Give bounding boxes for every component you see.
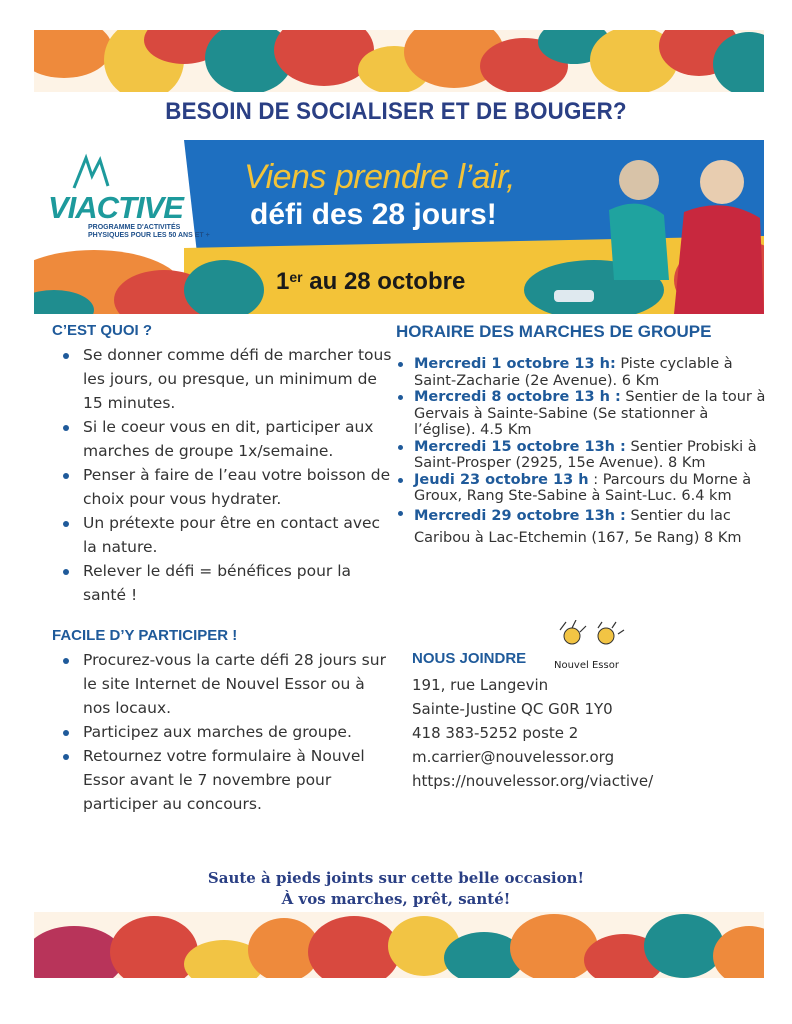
dates-sup: er: [289, 269, 303, 285]
horaire-heading: HORAIRE DES MARCHES DE GROUPE: [396, 322, 712, 341]
nouvel-essor-logo-text: Nouvel Essor: [554, 660, 619, 671]
schedule-place: Sentier de la tour à Gervais à Sainte-Sabine (Se stationner à l’église). 4.5 Km: [414, 389, 766, 438]
slogan-line2: À vos marches, prêt, santé!: [281, 890, 511, 908]
viactive-logo: VIACTIVE: [48, 190, 183, 225]
schedule-date: Mercredi 29 octobre 13h :: [414, 507, 626, 524]
headline: BESOIN DE SOCIALISER ET DE BOUGER?: [165, 98, 627, 125]
facile-heading: FACILE D’Y PARTICIPER !: [52, 627, 238, 644]
schedule-place: : Parcours du Morne à Groux, Rang Ste-Sabine à Saint-Luc. 6.4 km: [414, 471, 752, 504]
left-column: [52, 322, 392, 816]
bird-icon: [598, 628, 614, 644]
cest-quoi-list: [52, 343, 392, 607]
horaire-list: [396, 356, 768, 549]
list-item: Participez aux marches de groupe.: [52, 720, 392, 744]
banner-title-line2: défi des 28 jours!: [250, 198, 497, 231]
promo-banner: [34, 140, 764, 314]
contact-heading: NOUS JOINDRE: [412, 650, 527, 667]
list-item: Un prétexte pour être en contact avec la nature.: [52, 511, 392, 559]
schedule-item: [396, 389, 768, 439]
contact-block: [412, 620, 772, 793]
list-item: Penser à faire de l’eau votre boisson de choix pour vous hydrater.: [52, 463, 392, 511]
schedule-place: Sentier Probiski à Saint-Prosper (2925, 15e Avenue). 8 Km: [414, 438, 757, 471]
nouvel-essor-logo: [550, 620, 640, 672]
contact-email[interactable]: m.carrier@nouvelessor.org: [412, 748, 615, 766]
right-column: [396, 322, 768, 549]
schedule-place: Sentier du lac Caribou à Lac-Etchemin (167, 5e Rang) 8 Km: [414, 507, 742, 546]
bird-icon: [564, 628, 580, 644]
slogan: [0, 868, 792, 910]
list-item: Retournez votre formulaire à Nouvel Essor avant le 7 novembre pour participer au concours.: [52, 744, 392, 816]
schedule-place: Piste cyclable à Saint-Zacharie (2e Avenue). 6 Km: [414, 356, 733, 389]
schedule-date: Jeudi 23 octobre 13 h: [414, 471, 589, 488]
schedule-date: Mercredi 1 octobre 13 h:: [414, 356, 616, 372]
contact-address: 191, rue Langevin: [412, 676, 549, 694]
bottom-leaf-border: [34, 912, 764, 978]
schedule-item: [396, 505, 768, 549]
schedule-item: [396, 356, 768, 389]
banner-title-line1: Viens prendre l’air,: [244, 158, 515, 196]
schedule-item: [396, 472, 768, 505]
list-item: Procurez-vous la carte défi 28 jours sur le site Internet de Nouvel Essor ou à nos locaux.: [52, 648, 392, 720]
viactive-subtitle: PROGRAMME D'ACTIVITÉS PHYSIQUES POUR LES 50 ANS ET +: [88, 224, 210, 239]
walker-woman-body: [609, 204, 669, 280]
top-leaf-border: [34, 30, 764, 92]
contact-website[interactable]: https://nouvelessor.org/viactive/: [412, 772, 654, 790]
schedule-item: [396, 439, 768, 472]
list-item: Si le coeur vous en dit, participer aux marches de groupe 1x/semaine.: [52, 415, 392, 463]
schedule-date: Mercredi 8 octobre 13 h :: [414, 389, 621, 405]
list-item: Relever le défi = bénéfices pour la santé !: [52, 559, 392, 607]
contact-city: Sainte-Justine QC G0R 1Y0: [412, 700, 613, 718]
facile-list: [52, 648, 392, 816]
walker-man-head: [700, 160, 744, 204]
contact-phone: 418 383-5252 poste 2: [412, 724, 579, 742]
water-bottle: [554, 290, 594, 302]
slogan-line1: Saute à pieds joints sur cette belle occasion!: [207, 869, 585, 887]
banner-dates: [276, 268, 465, 296]
schedule-date: Mercredi 15 octobre 13h :: [414, 438, 626, 455]
cest-quoi-heading: C’EST QUOI ?: [52, 322, 153, 339]
walker-man-body: [674, 205, 764, 314]
dates-range: au 28 octobre: [302, 268, 466, 295]
walker-woman-head: [619, 160, 659, 200]
list-item: Se donner comme défi de marcher tous les jours, ou presque, un minimum de 15 minutes.: [52, 343, 392, 415]
dates-day: 1: [276, 268, 290, 295]
